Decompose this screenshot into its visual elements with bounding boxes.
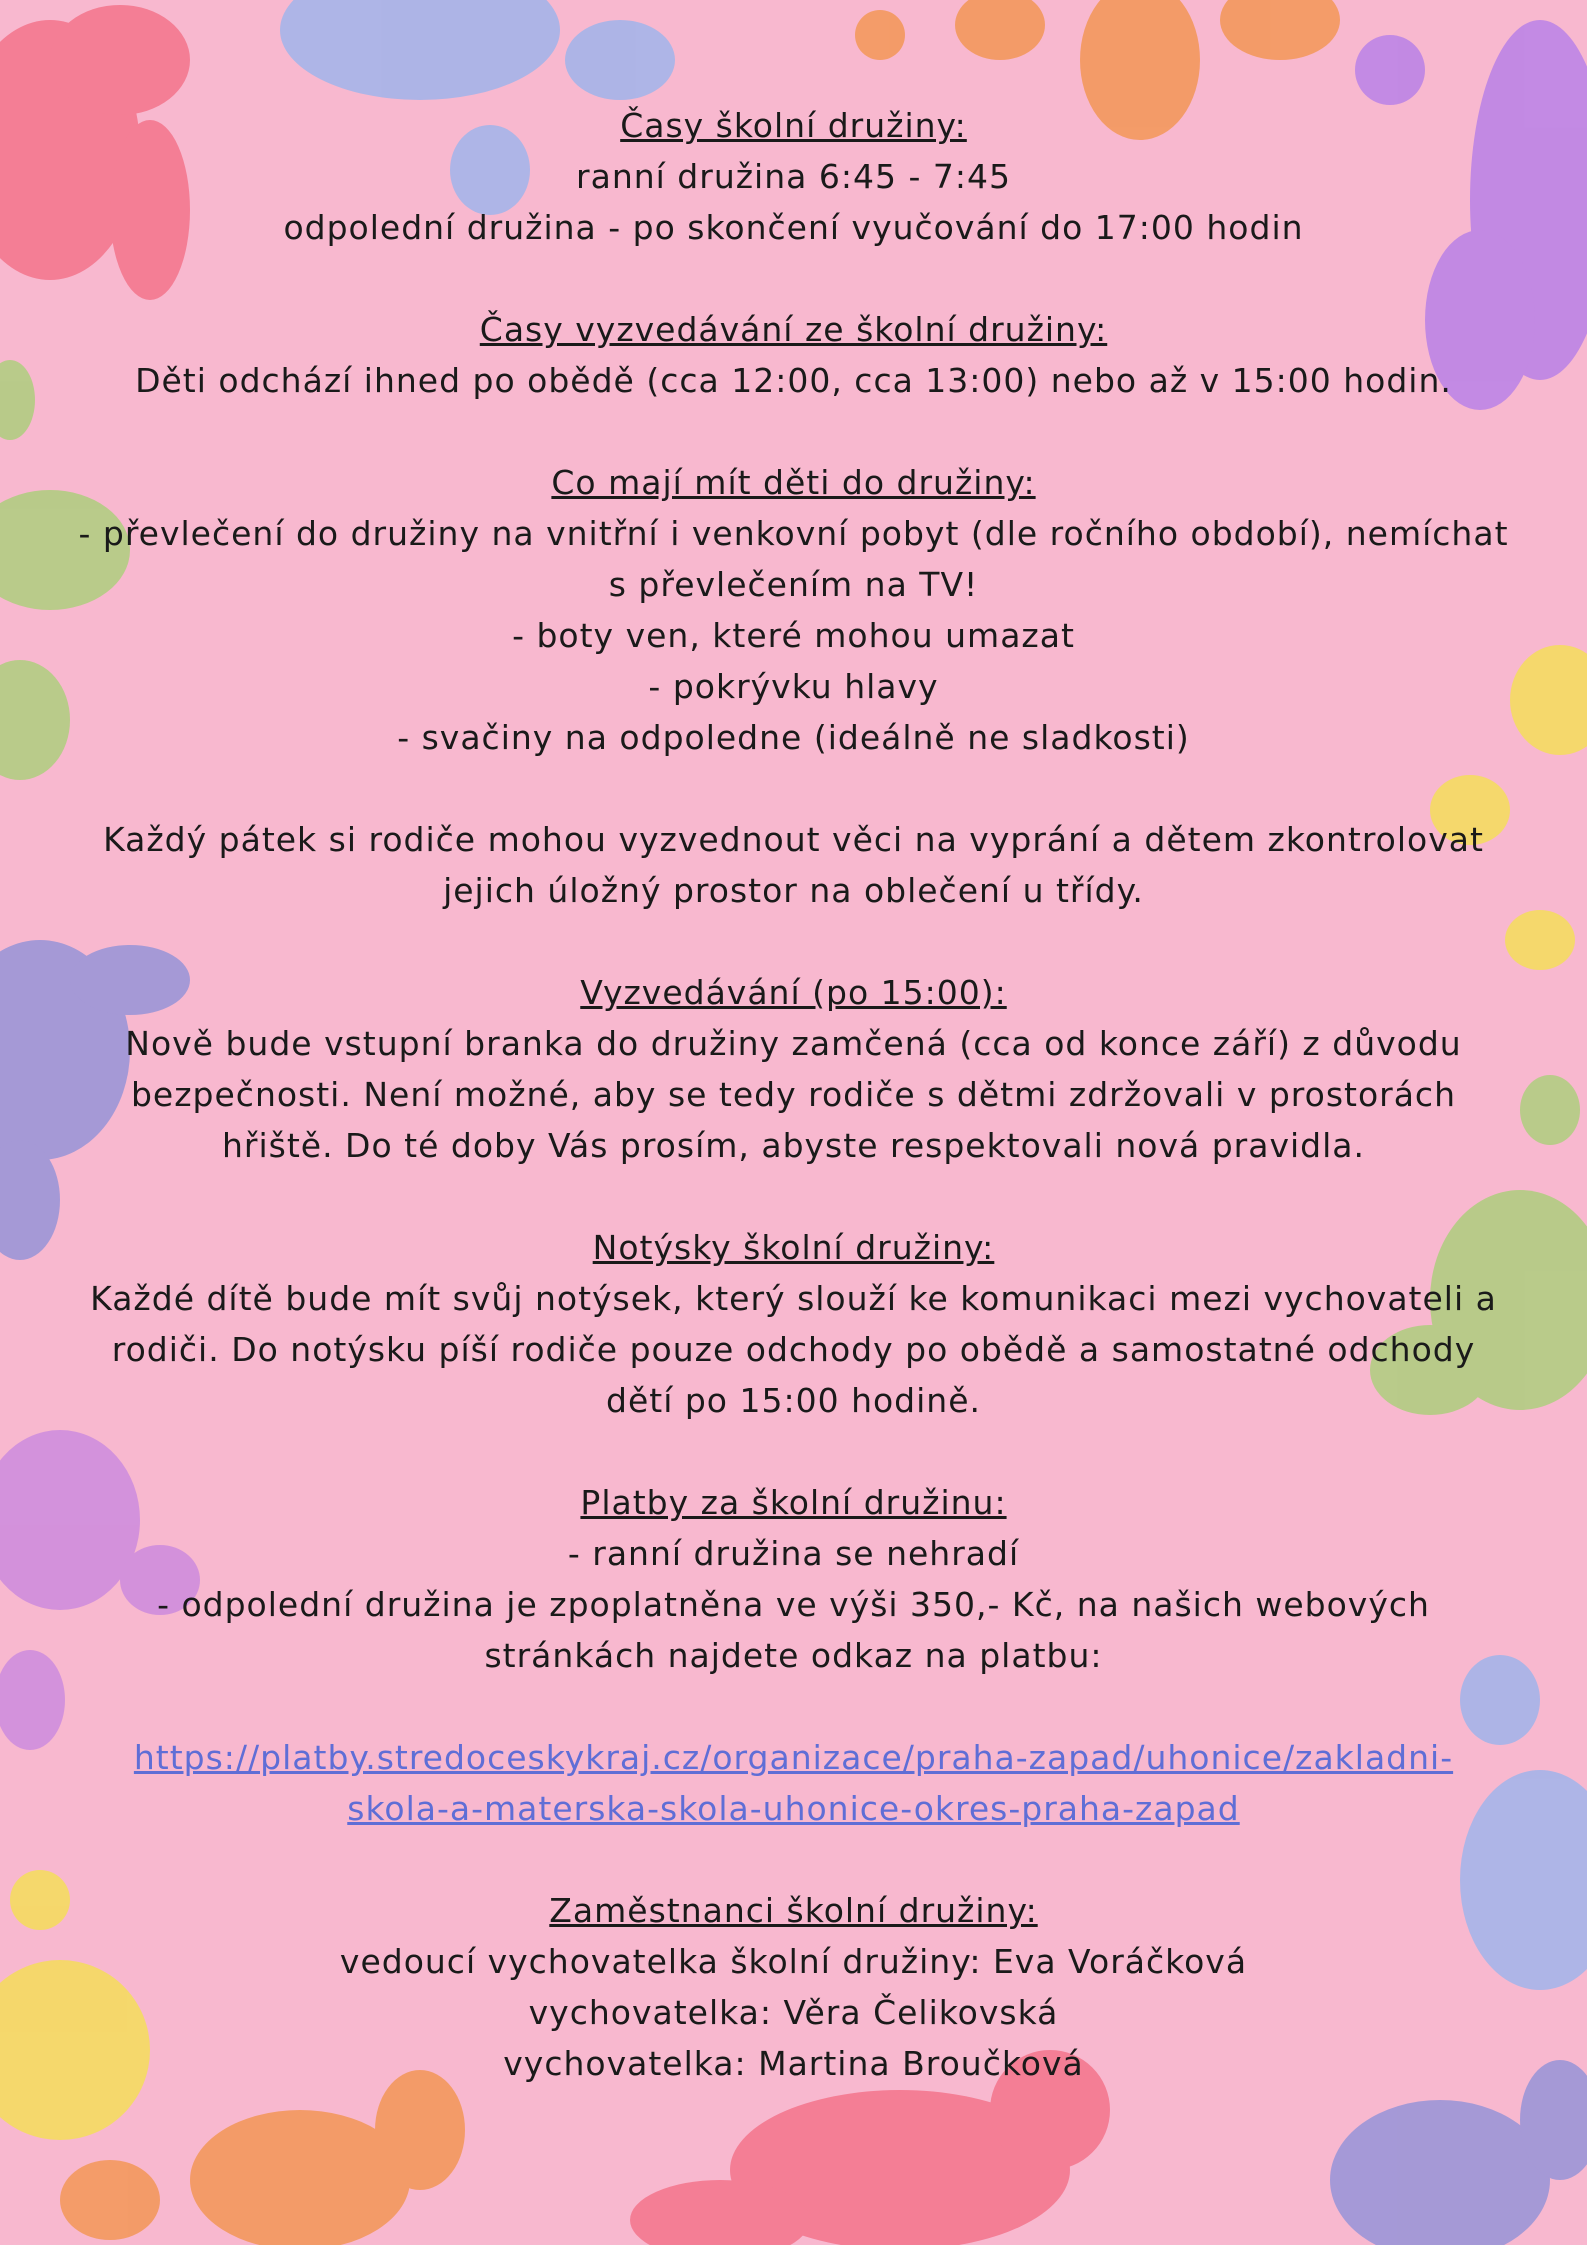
text-line: jejich úložný prostor na oblečení u třídy.	[443, 871, 1144, 910]
text-line: stránkách najdete odkaz na platbu:	[484, 1636, 1103, 1675]
text-line: Děti odchází ihned po obědě (cca 12:00, cca 13:00) nebo až v 15:00 hodin.	[135, 361, 1452, 400]
text-line: Každý pátek si rodiče mohou vyzvednout věci na vyprání a dětem zkontrolovat	[103, 820, 1484, 859]
section-notebooks	[40, 1222, 1547, 1426]
section-what-to-bring	[40, 457, 1547, 763]
text-line: dětí po 15:00 hodině.	[606, 1381, 981, 1420]
text-line: - boty ven, které mohou umazat	[512, 616, 1075, 655]
text-line: s převlečením na TV!	[608, 565, 979, 604]
text-line: vychovatelka: Martina Broučková	[503, 2044, 1084, 2083]
heading-staff: Zaměstnanci školní družiny:	[549, 1891, 1038, 1930]
payment-link-line-2[interactable]: skola-a-materska-skola-uhonice-okres-praha-zapad	[347, 1789, 1240, 1828]
text-line: odpolední družina - po skončení vyučování do 17:00 hodin	[283, 208, 1304, 247]
text-line: - ranní družina se nehradí	[567, 1534, 1020, 1573]
section-pickup-after	[40, 967, 1547, 1171]
section-payment-link	[40, 1732, 1547, 1834]
text-line: rodiči. Do notýsku píší rodiče pouze odchody po obědě a samostatné odchody	[111, 1330, 1476, 1369]
info-document	[40, 100, 1547, 2140]
text-line: - odpolední družina je zpoplatněna ve výši 350,- Kč, na našich webových	[157, 1585, 1430, 1624]
payment-link-line-1[interactable]: https://platby.stredoceskykraj.cz/organizace/praha-zapad/uhonice/zakladni-	[133, 1738, 1454, 1777]
heading-pickup-after: Vyzvedávání (po 15:00):	[580, 973, 1007, 1012]
heading-notebooks: Notýsky školní družiny:	[592, 1228, 995, 1267]
section-hours	[40, 100, 1547, 253]
text-line: - pokrývku hlavy	[648, 667, 939, 706]
section-friday	[40, 814, 1547, 916]
section-pickup-times	[40, 304, 1547, 406]
section-staff	[40, 1885, 1547, 2089]
text-line: vedoucí vychovatelka školní družiny: Eva Voráčková	[339, 1942, 1248, 1981]
heading-payments: Platby za školní družinu:	[580, 1483, 1007, 1522]
text-line: ranní družina 6:45 - 7:45	[576, 157, 1011, 196]
text-line: Nově bude vstupní branka do družiny zamčená (cca od konce září) z důvodu	[125, 1024, 1462, 1063]
text-line: - svačiny na odpoledne (ideálně ne sladkosti)	[397, 718, 1190, 757]
text-line: Každé dítě bude mít svůj notýsek, který slouží ke komunikaci mezi vychovateli a	[90, 1279, 1497, 1318]
text-line: vychovatelka: Věra Čelikovská	[528, 1993, 1059, 2032]
section-payments	[40, 1477, 1547, 1681]
text-line: - převlečení do družiny na vnitřní i venkovní pobyt (dle ročního období), nemíchat	[78, 514, 1509, 553]
text-line: bezpečnosti. Není možné, aby se tedy rodiče s dětmi zdržovali v prostorách	[130, 1075, 1456, 1114]
heading-pickup-times: Časy vyzvedávání ze školní družiny:	[479, 310, 1108, 349]
text-line: hřiště. Do té doby Vás prosím, abyste respektovali nová pravidla.	[221, 1126, 1365, 1165]
heading-what-to-bring: Co mají mít děti do družiny:	[551, 463, 1036, 502]
heading-hours: Časy školní družiny:	[620, 106, 967, 145]
